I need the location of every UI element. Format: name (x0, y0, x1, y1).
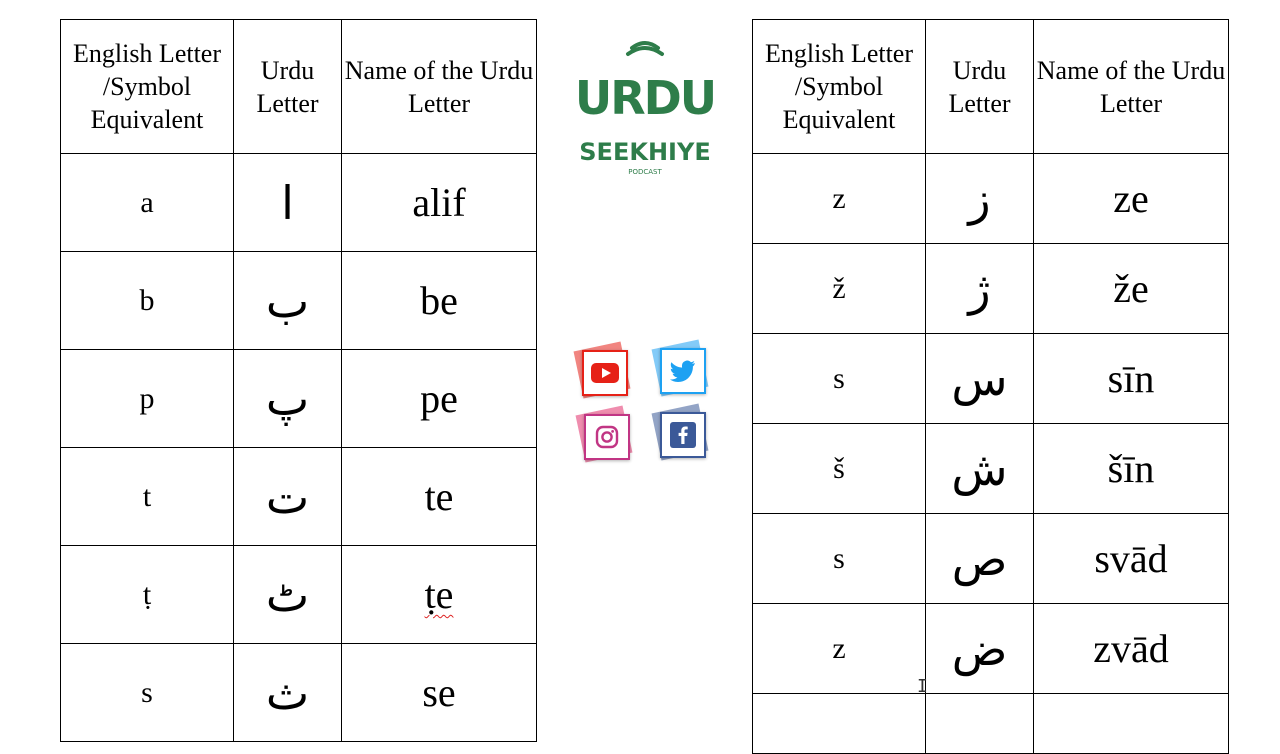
twitter-link[interactable] (656, 344, 708, 396)
urdu-letter (926, 694, 1034, 754)
letter-name: be (342, 252, 537, 350)
urdu-letter: پ (234, 350, 342, 448)
table-header-row (61, 20, 537, 154)
letter-name: svād (1034, 514, 1229, 604)
text-cursor-icon: I (917, 676, 928, 697)
letter-name[interactable] (342, 546, 537, 644)
table-row (753, 244, 1229, 334)
letter-name: sīn (1034, 334, 1229, 424)
twitter-icon (670, 360, 696, 382)
letter-name: že (1034, 244, 1229, 334)
header-urdu: Urdu Letter (926, 20, 1034, 154)
urdu-letter: س (926, 334, 1034, 424)
urdu-seekhiye-logo (572, 36, 718, 182)
urdu-letter: ٹ (234, 546, 342, 644)
english-letter: š (753, 424, 926, 514)
logo-graphic (572, 36, 718, 182)
table-row (753, 334, 1229, 424)
table-row (753, 424, 1229, 514)
letter-name (1034, 694, 1229, 754)
urdu-letter: ا (234, 154, 342, 252)
youtube-link[interactable] (578, 346, 630, 398)
header-urdu: Urdu Letter (234, 20, 342, 154)
letter-name: pe (342, 350, 537, 448)
table-row (61, 350, 537, 448)
table-header-row (753, 20, 1229, 154)
english-letter: ṭ (61, 546, 234, 644)
english-letter: p (61, 350, 234, 448)
urdu-letter: ث (234, 644, 342, 742)
urdu-letter: ض (926, 604, 1034, 694)
letter-name: ze (1034, 154, 1229, 244)
english-letter: t (61, 448, 234, 546)
urdu-letter: ز (926, 154, 1034, 244)
urdu-letter: ت (234, 448, 342, 546)
english-letter: s (753, 334, 926, 424)
english-letter: b (61, 252, 234, 350)
facebook-icon (670, 422, 696, 448)
instagram-icon (595, 425, 619, 449)
header-name: Name of the Urdu Letter (1034, 20, 1229, 154)
english-letter: z (753, 154, 926, 244)
table-row (753, 694, 1229, 754)
right-alphabet-table (752, 19, 1229, 754)
instagram-link[interactable] (580, 410, 632, 462)
table-row (753, 154, 1229, 244)
letter-name: te (342, 448, 537, 546)
letter-name: šīn (1034, 424, 1229, 514)
urdu-letter: ژ (926, 244, 1034, 334)
urdu-letter: ص (926, 514, 1034, 604)
english-letter: a (61, 154, 234, 252)
urdu-letter: ب (234, 252, 342, 350)
table-row (61, 546, 537, 644)
english-letter: ž (753, 244, 926, 334)
youtube-icon (591, 363, 619, 383)
logo-word-urdu: URDU (574, 71, 716, 125)
table-row (61, 252, 537, 350)
spellcheck-word[interactable]: ṭe (424, 572, 454, 617)
table-row (61, 448, 537, 546)
logo-word-seekhiye: SEEKHIYE (579, 138, 711, 166)
header-english: English Letter /Symbol Equivalent (753, 20, 926, 154)
header-name: Name of the Urdu Letter (342, 20, 537, 154)
letter-name: alif (342, 154, 537, 252)
urdu-letter: ش (926, 424, 1034, 514)
english-letter: s (61, 644, 234, 742)
english-letter (753, 694, 926, 754)
english-letter: z (753, 604, 926, 694)
table-row (61, 644, 537, 742)
english-letter: s (753, 514, 926, 604)
table-row (753, 514, 1229, 604)
table-row (753, 604, 1229, 694)
header-english: English Letter /Symbol Equivalent (61, 20, 234, 154)
letter-name: se (342, 644, 537, 742)
facebook-link[interactable] (656, 408, 708, 460)
left-alphabet-table (60, 19, 537, 742)
letter-name: zvād (1034, 604, 1229, 694)
logo-tagline: PODCAST (628, 168, 662, 176)
table-row (61, 154, 537, 252)
